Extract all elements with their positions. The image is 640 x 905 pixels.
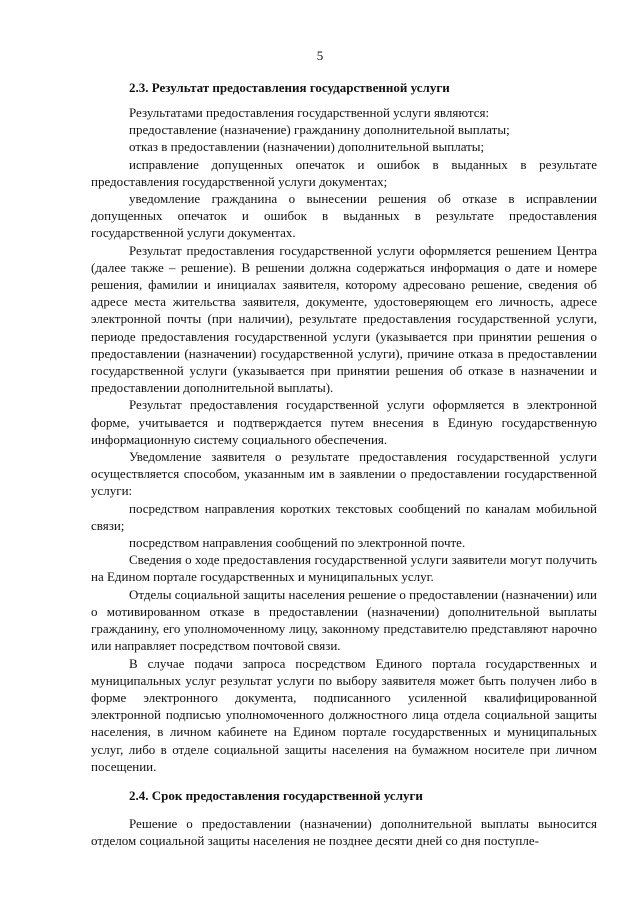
paragraph: Решение о предоставлении (назначении) дополнительной выплаты выносится отделом социальной защиты населения не позднее десяти дней со дня поступле- — [91, 815, 597, 849]
section-2-3-heading: 2.3. Результат предоставления государственной услуги — [129, 80, 450, 95]
paragraph: уведомление гражданина о вынесении решения об отказе в исправлении допущенных опечаток и ошибок в выданных в результате предоставления государственной услуги документах. — [91, 191, 597, 241]
page-content — [91, 79, 597, 849]
paragraph: отказ в предоставлении (назначении) дополнительной выплаты; — [129, 139, 485, 155]
paragraph: посредством направления сообщений по электронной почте. — [129, 535, 466, 551]
paragraph: Отделы социальной защиты населения решение о предоставлении (назначении) или о мотивированном отказе в предоставлении (назначении) дополнительной выплаты гражданину, его уполномоченному лицу, законному представителю представляют нарочно или направляет посредством почтовой связи. — [91, 586, 597, 654]
paragraph: исправление допущенных опечаток и ошибок в выданных в результате предоставления государственной услуги документах; — [91, 156, 597, 189]
paragraph: предоставление (назначение) гражданину дополнительной выплаты; — [129, 122, 510, 138]
paragraph: В случае подачи запроса посредством Единого портала государственных и муниципальных услуг результат услуги по выбору заявителя может быть получен либо в форме электронного документа, подписанного усиленной квалифицированной электронной подписью уполномоченного должностного лица отдела социальной защиты населения, в личном кабинете на Едином портале государственных и муниципальных услуг, либо в отделе социальной защиты населения на бумажном носителе при личном посещении. — [91, 655, 597, 774]
paragraph: посредством направления коротких текстовых сообщений по каналам мобильной связи; — [91, 500, 597, 533]
section-2-4-heading: 2.4. Срок предоставления государственной услуги — [129, 787, 423, 803]
paragraph: Результатами предоставления государственной услуги являются: — [129, 105, 490, 120]
paragraph: Результат предоставления государственной услуги оформляется решением Центра (далее также – решение). В решении должна содержаться информация о дате и номере решения, фамилии и инициалах заявителя, которому адресовано решение, сведения об адресе места жительства заявителя, документе, удостоверяющем его личность, адресе электронной почты (при наличии), результате предоставления государственной услуги, периоде предоставления государственной услуги (указывается при принятии решения о предоставлении (назначении) государственной услуги), причине отказа в предоставлении государственной услуги (указывается при принятии решения об отказе в назначении и предоставлении дополнительной выплаты). — [91, 242, 597, 396]
paragraph: Результат предоставления государственной услуги оформляется в электронной форме, учитывается и подтверждается путем внесения в Единую государственную информационную систему социального обеспечения. — [91, 397, 597, 447]
page-number: 5 — [316, 48, 324, 63]
paragraph: Уведомление заявителя о результате предоставления государственной услуги осуществляется способом, указанным им в заявлении о предоставлении государственной услуги: — [91, 449, 597, 499]
paragraph: Сведения о ходе предоставления государственной услуги заявители могут получить на Едином портале государственных и муниципальных услуг. — [91, 552, 597, 585]
